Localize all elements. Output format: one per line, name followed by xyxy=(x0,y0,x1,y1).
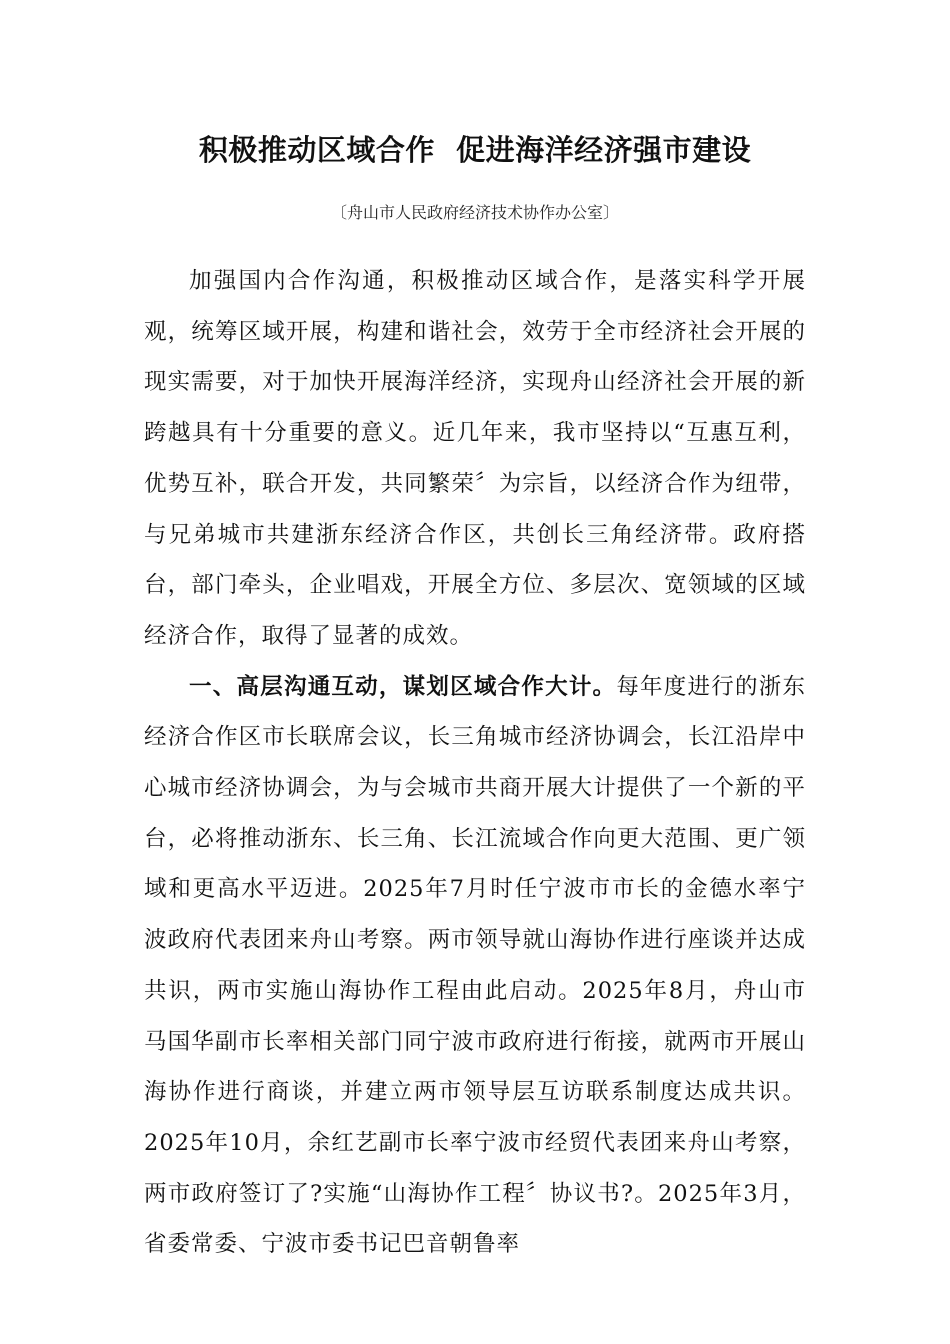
paragraph-text: 加强国内合作沟通，积极推动区域合作，是落实科学开展观，统筹区域开展，构建和谐社会，效劳于全市经济社会开展的现实需要，对于加快开展海洋经济，实现舟山经济社会开展的新跨越具有十分重要的意义。近几年来，我市坚持以“互惠互利，优势互补，联合开发，共同繁荣〞为宗旨，以经济合作为纽带，与兄弟城市共建浙东经济合作区，共创长三角经济带。政府搭台，部门牵头，企业唱戏，开展全方位、多层次、宽领域的区域经济合作，取得了显著的成效。 xyxy=(144,268,806,649)
document-page xyxy=(144,0,806,1344)
document-title: 积极推动区域合作 促进海洋经济强市建设 xyxy=(198,133,752,167)
section-heading: 一、高层沟通互动，谋划区域合作大计。 xyxy=(189,673,617,700)
paragraph-intro xyxy=(144,256,806,662)
document-subtitle: 〔舟山市人民政府经济技术协作办公室〕 xyxy=(330,203,619,222)
paragraph-section-1 xyxy=(144,662,806,1270)
paragraph-text: 每年度进行的浙东经济合作区市长联席会议，长三角城市经济协调会，长江沿岸中心城市经济协调会，为与会城市共商开展大计提供了一个新的平台，必将推动浙东、长三角、长江流域合作向更大范围、更广领域和更高水平迈进。2025年7月时任宁波市市长的金德水率宁波政府代表团来舟山考察。两市领导就山海协作进行座谈并达成共识，两市实施山海协作工程由此启动。2025年8月，舟山市马国华副市长率相关部门同宁波市政府进行衔接，就两市开展山海协作进行商谈，并建立两市领导层互访联系制度达成共识。2025年10月，余红艺副市长率宁波市经贸代表团来舟山考察，两市政府签订了?实施“山海协作工程〞协议书?。2025年3月，省委常委、宁波市委书记巴音朝鲁率 xyxy=(144,673,806,1258)
document-body xyxy=(144,256,806,1270)
